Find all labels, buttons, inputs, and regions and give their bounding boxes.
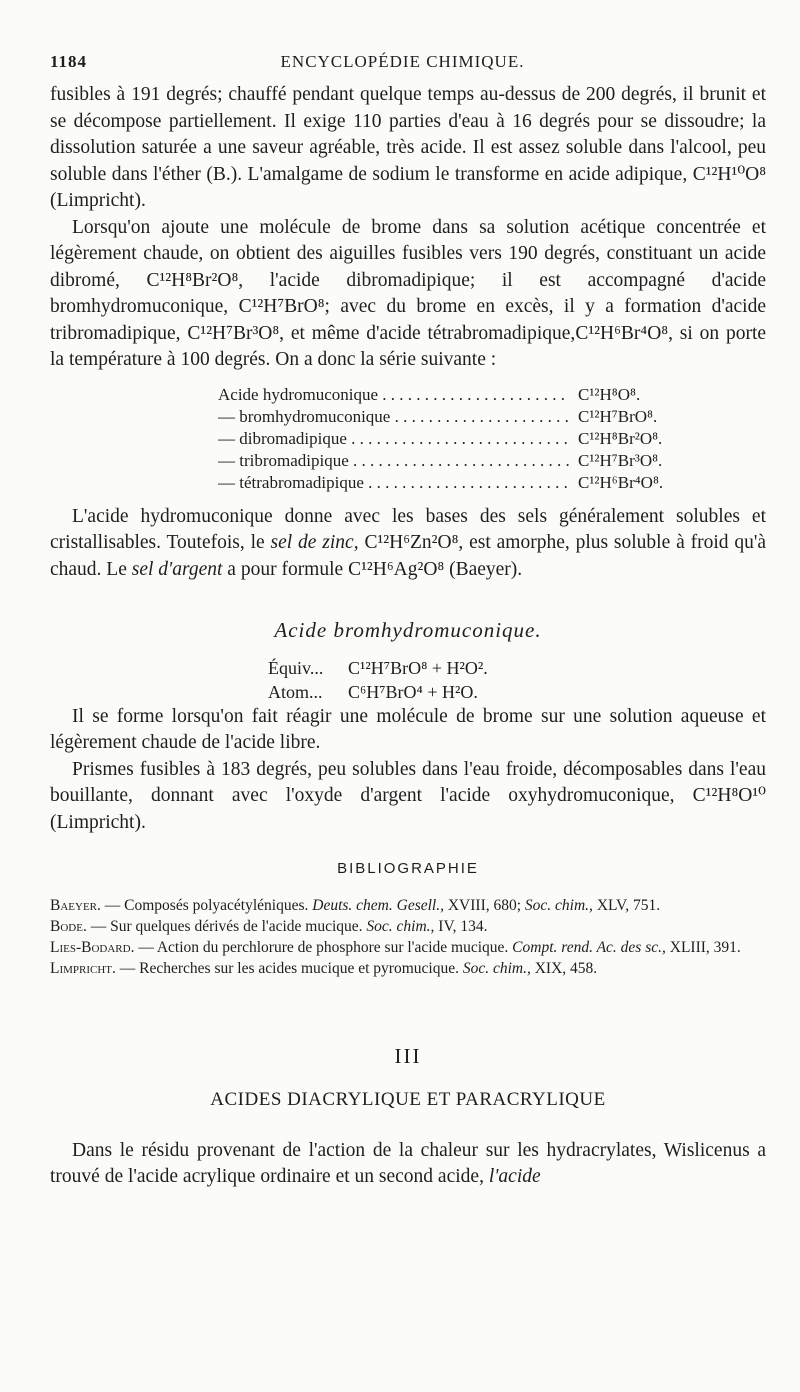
reference: XLV, 751. [596,896,661,914]
text: — Sur quelques dérivés de l'acide mucique. [90,917,363,935]
series-formula: C¹²H⁷Br³O⁸. [570,450,688,472]
journal: Soc. chim., [366,917,435,935]
series-row [218,472,688,494]
bibliography-entry [50,958,766,979]
text: Lorsqu'on ajoute une molécule de brome dans sa solution acétique concentrée et légèrement chaude, on obtient des aiguilles fusibles vers 190 degrés, constituant un acide dibromé, [50,216,766,291]
series-row [218,384,688,406]
bibliography-title: BIBLIOGRAPHIE [337,860,479,877]
bibliography-entry [50,937,766,958]
equiv-row [268,656,766,680]
text: Dans le résidu provenant de l'action de la chaleur sur les hydracrylates, Wislicenus a trouvé de l'acide acrylique ordinaire et un second acide, [50,1139,766,1187]
journal: Compt. rend. Ac. des sc., [512,938,666,956]
chapter-number: III [394,1043,422,1068]
journal: Deuts. chem. Gesell., [312,896,444,914]
acid-series-list [218,384,766,494]
running-head: ENCYCLOPÉDIE CHIMIQUE. [280,52,525,71]
equiv-formula: C⁶H⁷BrO⁴ + H²O. [348,681,478,702]
series-name: — tribromadipique . . . [218,450,570,472]
paragraph-4: Il se forme lorsqu'on fait réagir une molécule de brome sur une solution aqueuse et légèrement chaude de l'acide libre. [50,705,766,753]
reference: XLIII, 391. [669,938,741,956]
journal: Soc. chim., [462,959,531,977]
italic-term: l'acide [488,1166,541,1187]
page-header [50,52,755,76]
paragraph-2 [50,215,766,374]
text: L'acide hydromuconique donne avec les bases des sels généralement solubles et cristallisables. Toutefois, le [50,505,766,553]
author: Baeyer. [50,896,101,914]
reference: XVIII, 680; [447,896,522,914]
series-formula: C¹²H⁸Br²O⁸. [570,428,688,450]
text: — Recherches sur les acides mucique et pyromucique. [119,959,459,977]
text: (Limpricht). [50,811,146,833]
text: — Composés polyacétyléniques. [104,896,309,914]
author: Bode. [50,917,87,935]
bibliography-entry [50,895,766,916]
series-name: — bromhydromuconique . . . [218,406,570,428]
text: Prismes fusibles à 183 degrés, peu solubles dans l'eau froide, décomposables dans l'eau bouillante, donnant avec l'oxyde d'argent l'acide oxyhydromuconique, [50,758,766,806]
author: Lies-Bodard. [50,938,135,956]
formula: C¹²H¹⁰O⁸ [692,163,767,185]
chapter-title: ACIDES DIACRYLIQUE ET PARACRYLIQUE [210,1089,606,1110]
paragraph-3 [50,504,766,584]
series-row [218,450,688,472]
formula: C¹²H⁷Br³O⁸ [187,322,280,344]
series-formula: C¹²H⁸O⁸. [570,384,688,406]
paragraph-1-end: (Limpricht). [50,190,146,211]
text: a pour formule [227,558,344,580]
reference: XIX, 458. [534,959,598,977]
page-number: 1184 [50,52,88,71]
equiv-label: Atom... [268,681,323,702]
italic-term: sel de zinc, [270,532,359,553]
formula: C¹²H⁶Br⁴O⁸ [575,322,669,344]
paragraph-6 [50,1138,766,1191]
text: , l'acide dibromadipique; il est accompagné d'acide bromhydromuconique, [50,269,766,317]
formula: C¹²H⁶Ag²O⁸ [348,558,445,580]
series-row [218,428,688,450]
text: , et même d'acide tétrabromadipique, [279,322,576,344]
paragraph-5 [50,757,766,837]
section-title: Acide bromhydromuconique. [274,618,542,642]
formula: C¹²H⁷BrO⁸ [238,296,325,317]
text: ; avec du brome en excès, il y a formation d'acide tribromadipique, [50,296,766,344]
equiv-formula: C¹²H⁷BrO⁸ + H²O². [348,657,488,678]
paragraph-1 [50,82,766,215]
series-name: — tétrabromadipique . . . [218,472,570,494]
series-name: — dibromadipique . . . [218,428,570,450]
page-body [50,82,766,1191]
formula: C¹²H⁸Br²O⁸ [146,269,239,291]
author: Limpricht. [50,959,116,977]
formula: C¹²H⁸O¹⁰ [692,785,766,806]
paragraph-1-text: fusibles à 191 degrés; chauffé pendant quelque temps au-dessus de 200 degrés, il brunit et se décompose partiellement. Il exige 110 parties d'eau à 16 degrés pour se dissoudre; la dissolution saturée a une saveur agréable, très acide. Il est assez soluble dans l'alcool, peu soluble dans l'éther (B.). L'amalgame de sodium le transforme en acide adipique, [50,84,766,185]
journal: Soc. chim., [524,896,593,914]
bibliography-entry [50,916,766,937]
series-formula: C¹²H⁷BrO⁸. [570,406,688,428]
text: — Action du perchlorure de phosphore sur l'acide mucique. [138,938,509,956]
text: , est amorphe, plus soluble à froid qu'à chaud. Le [50,532,767,580]
equiv-label: Équiv... [268,657,324,678]
italic-term: sel d'argent [131,558,223,580]
equivalent-formulas [268,656,766,704]
series-formula: C¹²H⁶Br⁴O⁸. [570,472,688,494]
series-row [218,406,688,428]
series-name: Acide hydromuconique . . . [218,384,570,406]
text: , si on porte la température à 100 degrés. On a donc la série suivante : [50,322,767,370]
reference: IV, 134. [438,917,488,935]
bibliography [50,895,766,979]
text: (Baeyer). [449,558,523,580]
equiv-row [268,680,766,704]
formula: C¹²H⁶Zn²O⁸ [364,532,459,553]
